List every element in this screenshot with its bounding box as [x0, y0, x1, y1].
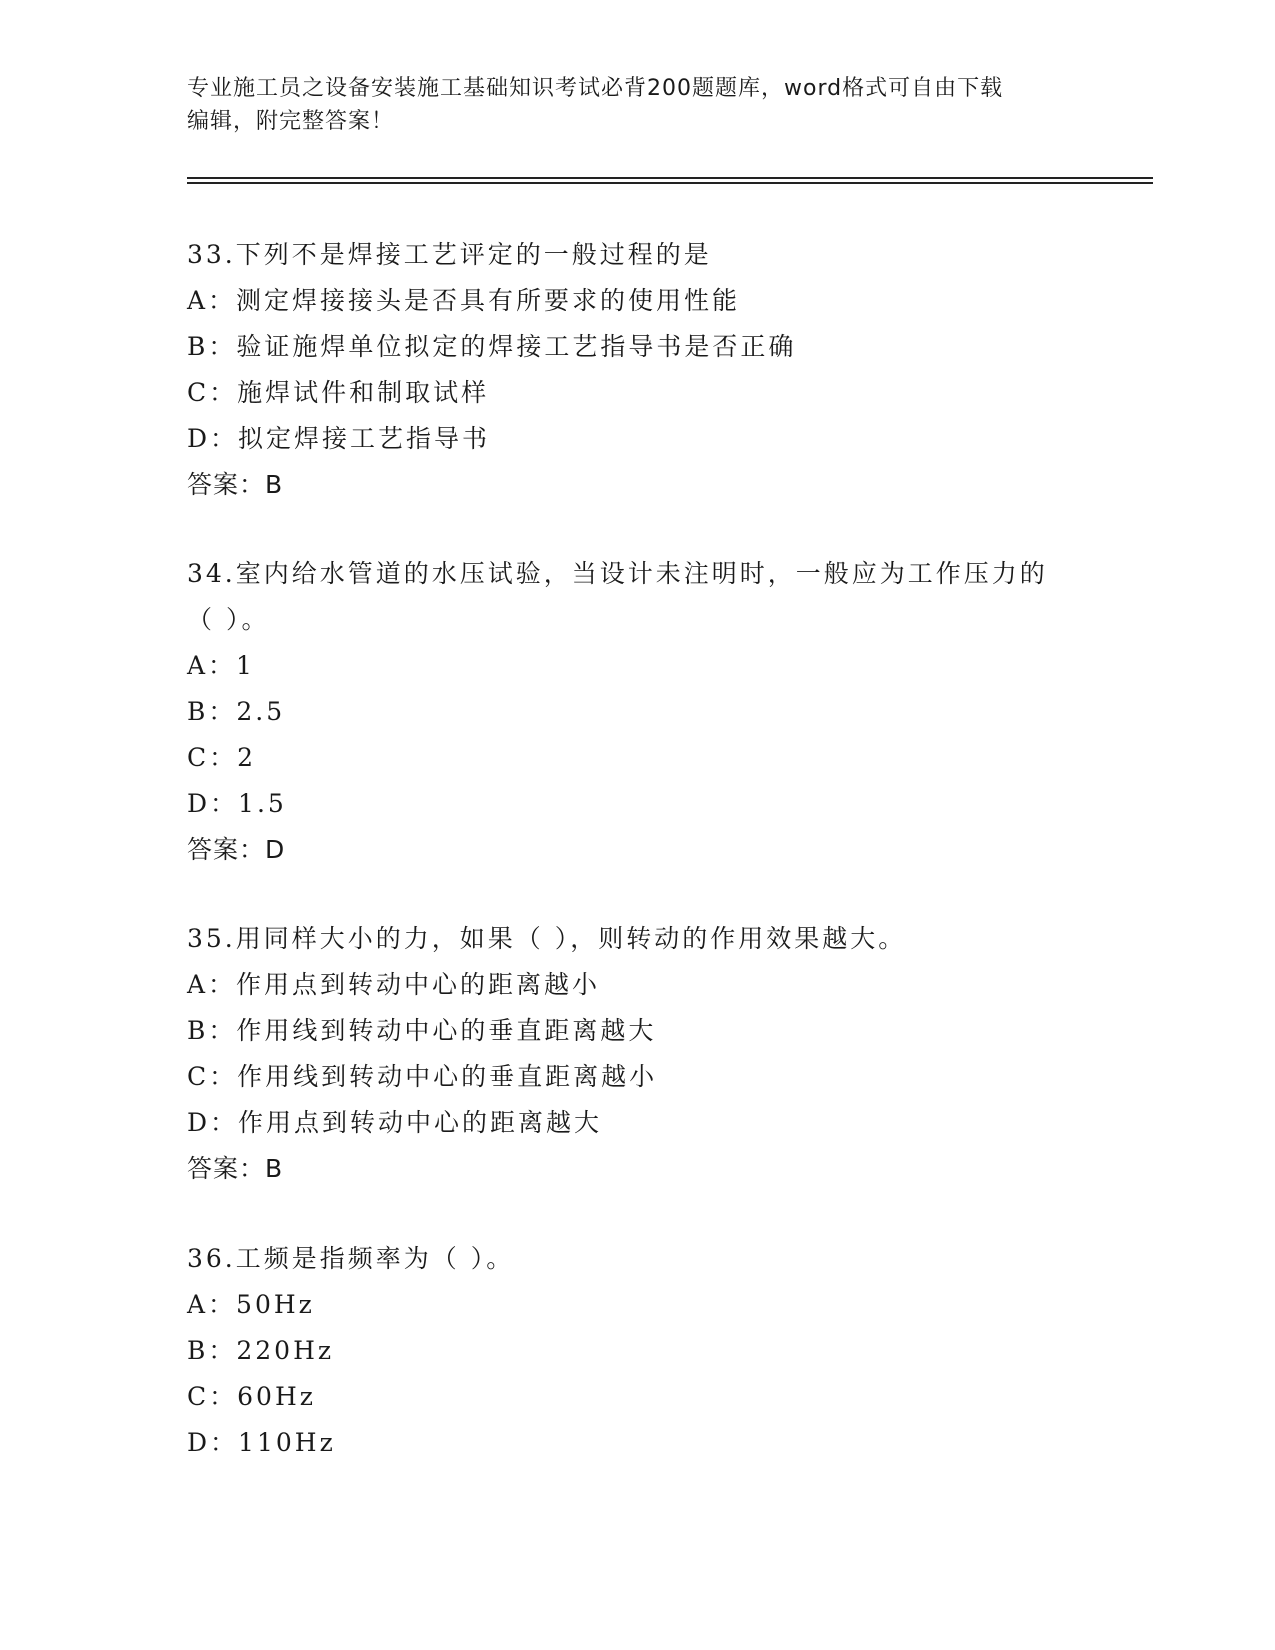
answer: 答案：D: [187, 835, 286, 864]
question-stem: 33.下列不是焊接工艺评定的一般过程的是: [187, 240, 712, 269]
question-36: [187, 1236, 1087, 1466]
question-35: [187, 916, 1087, 1192]
option-d: D：1.5: [187, 789, 287, 818]
option-b: B：2.5: [187, 697, 286, 726]
option-a: A：1: [187, 651, 255, 680]
header-divider-bottom: [187, 182, 1153, 184]
header-divider-top: [187, 177, 1153, 179]
question-34: [187, 551, 1087, 873]
answer: 答案：B: [187, 1154, 284, 1183]
option-b: B：验证施焊单位拟定的焊接工艺指导书是否正确: [187, 332, 797, 361]
header-line-2: 编辑，附完整答案！: [187, 109, 395, 134]
option-c: C：60Hz: [187, 1382, 316, 1411]
option-d: D：作用点到转动中心的距离越大: [187, 1108, 603, 1137]
option-c: C：施焊试件和制取试样: [187, 378, 490, 407]
answer: 答案：B: [187, 470, 284, 499]
question-33: [187, 232, 1087, 508]
option-a: A：50Hz: [187, 1290, 315, 1319]
option-a: A：测定焊接接头是否具有所要求的使用性能: [187, 286, 741, 315]
option-c: C：作用线到转动中心的垂直距离越小: [187, 1062, 658, 1091]
option-d: D：拟定焊接工艺指导书: [187, 424, 491, 453]
option-b: B：作用线到转动中心的垂直距离越大: [187, 1016, 657, 1045]
document-header: [187, 72, 1087, 138]
question-stem: 35.用同样大小的力，如果（ ），则转动的作用效果越大。: [187, 924, 907, 953]
header-line-1: 专业施工员之设备安装施工基础知识考试必背200题题库，word格式可自由下载: [187, 76, 1004, 101]
option-d: D：110Hz: [187, 1428, 336, 1457]
option-c: C：2: [187, 743, 257, 772]
question-stem: 34.室内给水管道的水压试验，当设计未注明时，一般应为工作压力的: [187, 559, 1048, 588]
question-stem-continued: （ ）。: [187, 605, 270, 634]
option-a: A：作用点到转动中心的距离越小: [187, 970, 601, 999]
option-b: B：220Hz: [187, 1336, 335, 1365]
question-stem: 36.工频是指频率为（ ）。: [187, 1244, 515, 1273]
